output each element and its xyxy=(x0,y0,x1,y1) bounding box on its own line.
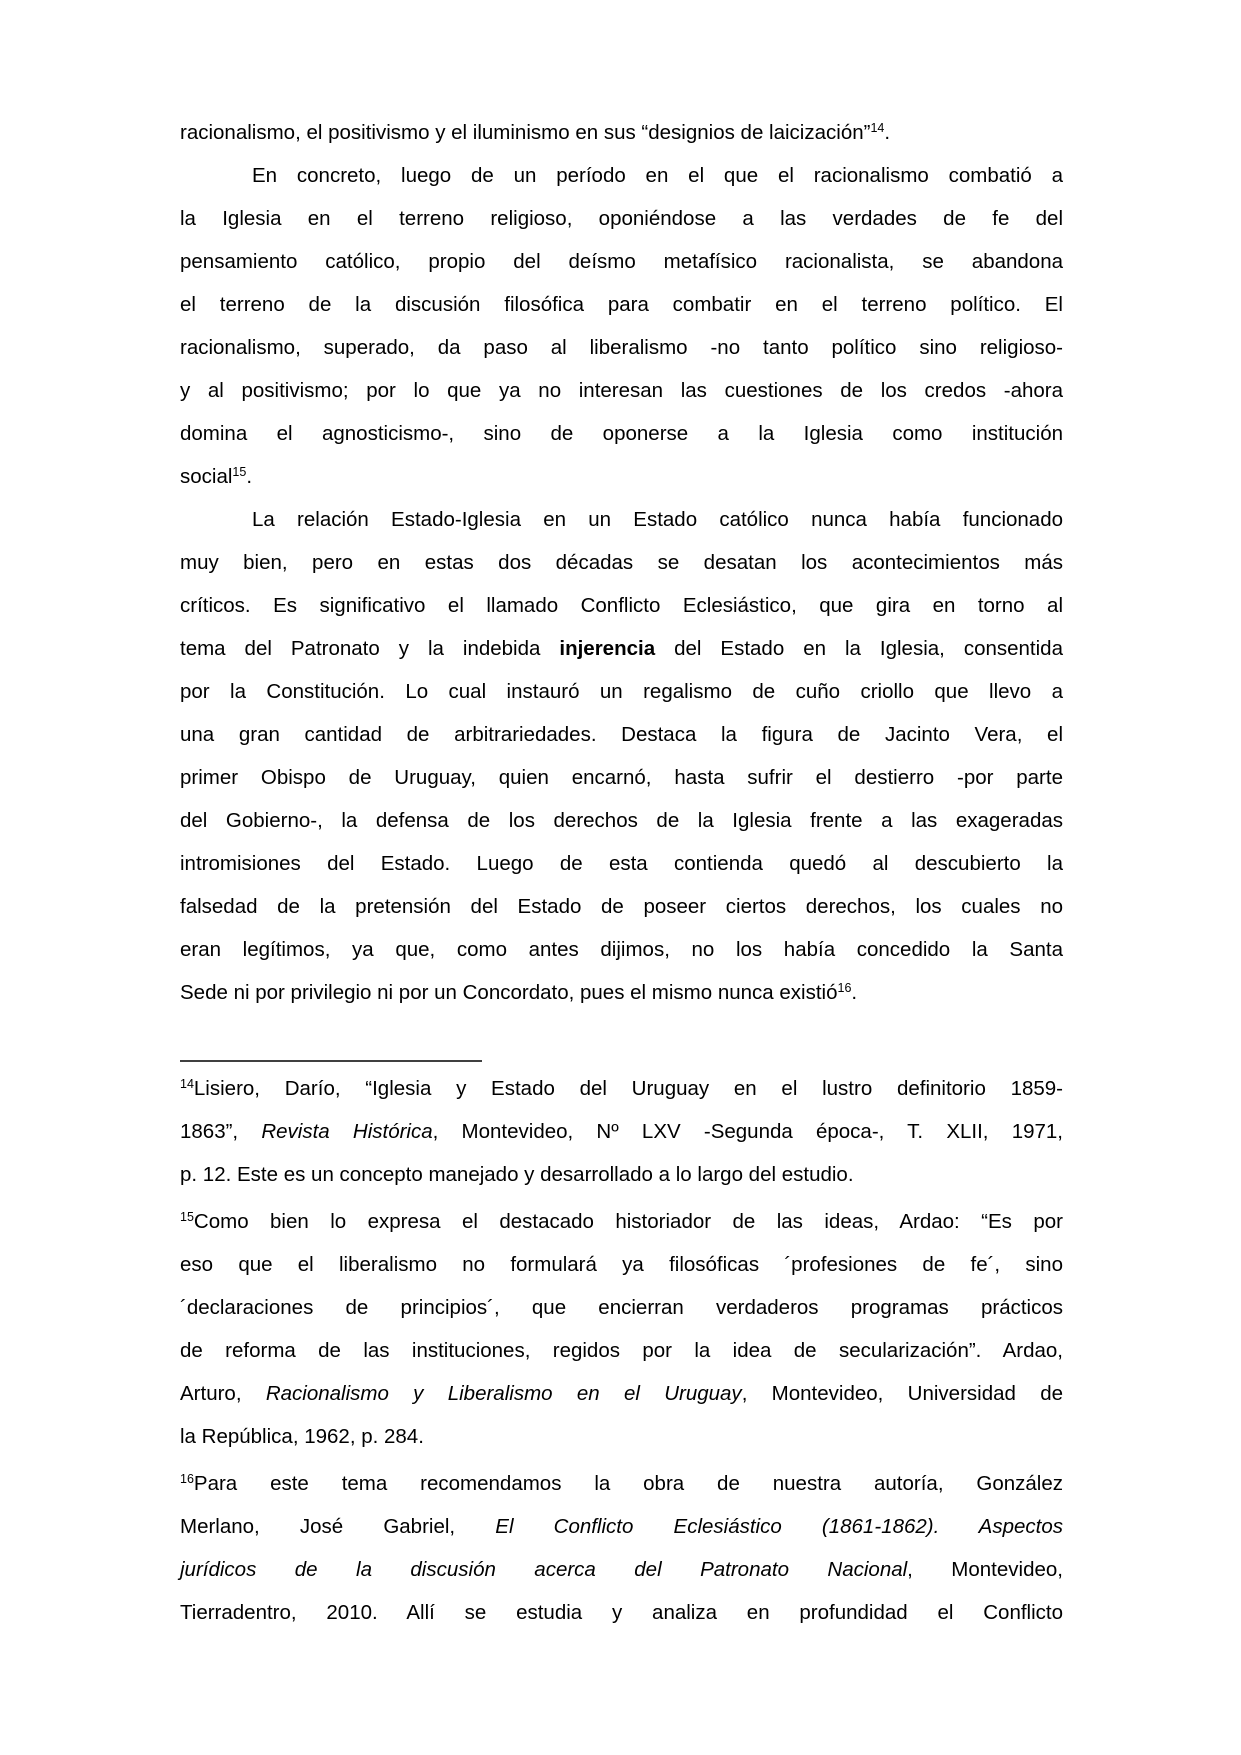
body-line xyxy=(180,670,1063,713)
text-run: una gran cantidad de arbitrariedades. Destaca la figura de Jacinto Vera, el xyxy=(180,723,1063,746)
text-run: del Gobierno-, la defensa de los derechos de la Iglesia frente a las exageradas xyxy=(180,809,1063,832)
footnote-line xyxy=(180,1415,1063,1458)
footnote-ref: 14 xyxy=(180,1077,194,1091)
text-run: intromisiones del Estado. Luego de esta contienda quedó al descubierto la xyxy=(180,852,1063,875)
italic-text: jurídicos de la discusión acerca del Patronato Nacional xyxy=(180,1558,908,1581)
footnote-line xyxy=(180,1591,1063,1634)
text-run: Sede ni por privilegio ni por un Concordato, pues el mismo nunca existió xyxy=(180,981,838,1004)
text-run: p. 12. Este es un concepto manejado y desarrollado a lo largo del estudio. xyxy=(180,1163,854,1186)
text-run: primer Obispo de Uruguay, quien encarnó, hasta sufrir el destierro -por parte xyxy=(180,766,1063,789)
body-line xyxy=(180,283,1063,326)
footnote-ref: 16 xyxy=(837,981,852,995)
footnote-line xyxy=(180,1286,1063,1329)
text-run: . xyxy=(246,465,253,488)
body-line xyxy=(180,928,1063,971)
text-run: ´declaraciones de principios´, que encierran verdaderos programas prácticos xyxy=(180,1296,1063,1319)
footnote-ref: 14 xyxy=(870,121,885,135)
text-run: social xyxy=(180,465,233,488)
footnote-line xyxy=(180,1153,1063,1196)
text-run: domina el agnosticismo-, sino de oponerse a la Iglesia como institución xyxy=(180,422,1063,445)
body-line xyxy=(180,842,1063,885)
text-run: y al positivismo; por lo que ya no interesan las cuestiones de los credos -ahora xyxy=(180,379,1063,402)
text-run: de reforma de las instituciones, regidos por la idea de secularización”. Ardao, xyxy=(180,1339,1063,1362)
body-line xyxy=(180,799,1063,842)
body-text-block xyxy=(180,111,1063,1014)
text-run: la Iglesia en el terreno religioso, oponiéndose a las verdades de fe del xyxy=(180,207,1063,230)
body-line xyxy=(180,584,1063,627)
footnote-line xyxy=(180,1329,1063,1372)
footnote-line xyxy=(180,1067,1063,1110)
footnote-ref: 16 xyxy=(180,1472,194,1486)
footnote-line xyxy=(180,1200,1063,1243)
body-line xyxy=(180,541,1063,584)
body-line xyxy=(180,627,1063,670)
text-run: pensamiento católico, propio del deísmo metafísico racionalista, se abandona xyxy=(180,250,1063,273)
body-line xyxy=(180,455,1063,498)
footnote-separator xyxy=(180,1060,482,1062)
body-line xyxy=(180,498,1063,541)
text-run: . xyxy=(851,981,858,1004)
footnote-line xyxy=(180,1110,1063,1153)
text-run: 1863”, xyxy=(180,1120,262,1143)
text-run: Tierradentro, 2010. Allí se estudia y analiza en profundidad el Conflicto xyxy=(180,1601,1063,1624)
text-run: , Montevideo, Universidad de xyxy=(741,1382,1064,1405)
body-line xyxy=(180,154,1063,197)
text-run: , Montevideo, Nº LXV -Segunda época-, T. XLII, 1971, xyxy=(432,1120,1063,1143)
body-line xyxy=(180,326,1063,369)
footnote-ref: 15 xyxy=(232,465,247,479)
body-line xyxy=(180,885,1063,928)
body-line xyxy=(180,197,1063,240)
text-run: falsedad de la pretensión del Estado de poseer ciertos derechos, los cuales no xyxy=(180,895,1063,918)
text-run: eso que el liberalismo no formulará ya filosóficas ´profesiones de fe´, sino xyxy=(180,1253,1063,1276)
text-run: la República, 1962, p. 284. xyxy=(180,1425,424,1448)
italic-text: Revista Histórica xyxy=(261,1120,433,1143)
text-run: eran legítimos, ya que, como antes dijimos, no los había concedido la Santa xyxy=(180,938,1063,961)
text-run: Arturo, xyxy=(180,1382,266,1405)
text-run: Para este tema recomendamos la obra de nuestra autoría, González xyxy=(193,1472,1063,1495)
footnote-line xyxy=(180,1505,1063,1548)
text-run: Lisiero, Darío, “Iglesia y Estado del Uruguay en el lustro definitorio 1859- xyxy=(193,1077,1063,1100)
body-line xyxy=(180,713,1063,756)
italic-text: El Conflicto Eclesiástico (1861-1862). Aspectos xyxy=(495,1515,1063,1538)
italic-text: Racionalismo y Liberalismo en el Uruguay xyxy=(265,1382,742,1405)
text-run: racionalismo, superado, da paso al liberalismo -no tanto político sino religioso- xyxy=(180,336,1063,359)
text-run: críticos. Es significativo el llamado Conflicto Eclesiástico, que gira en torno al xyxy=(180,594,1063,617)
text-run: La relación Estado-Iglesia en un Estado católico nunca había funcionado xyxy=(252,508,1063,531)
text-run: del Estado en la Iglesia, consentida xyxy=(655,637,1063,660)
text-run: , Montevideo, xyxy=(907,1558,1063,1581)
footnote-line xyxy=(180,1372,1063,1415)
text-run: racionalismo, el positivismo y el iluminismo en sus “designios de laicización” xyxy=(180,121,871,144)
text-run: . xyxy=(884,121,891,144)
body-line xyxy=(180,111,1063,154)
text-run: muy bien, pero en estas dos décadas se desatan los acontecimientos más xyxy=(180,551,1063,574)
text-run: por la Constitución. Lo cual instauró un regalismo de cuño criollo que llevo a xyxy=(180,680,1063,703)
body-line xyxy=(180,369,1063,412)
text-run: Como bien lo expresa el destacado historiador de las ideas, Ardao: “Es por xyxy=(193,1210,1063,1233)
text-run: tema del Patronato y la indebida xyxy=(180,637,560,660)
body-line xyxy=(180,412,1063,455)
footnote-ref: 15 xyxy=(180,1210,194,1224)
body-line xyxy=(180,240,1063,283)
footnote-line xyxy=(180,1243,1063,1286)
text-run: Merlano, José Gabriel, xyxy=(180,1515,496,1538)
body-line xyxy=(180,971,1063,1014)
text-run: En concreto, luego de un período en el que el racionalismo combatió a xyxy=(252,164,1063,187)
footnote-line xyxy=(180,1548,1063,1591)
text-run: el terreno de la discusión filosófica para combatir en el terreno político. El xyxy=(180,293,1063,316)
bold-text: injerencia xyxy=(559,637,656,660)
body-line xyxy=(180,756,1063,799)
footnote-line xyxy=(180,1462,1063,1505)
footnotes-block xyxy=(180,1067,1063,1634)
